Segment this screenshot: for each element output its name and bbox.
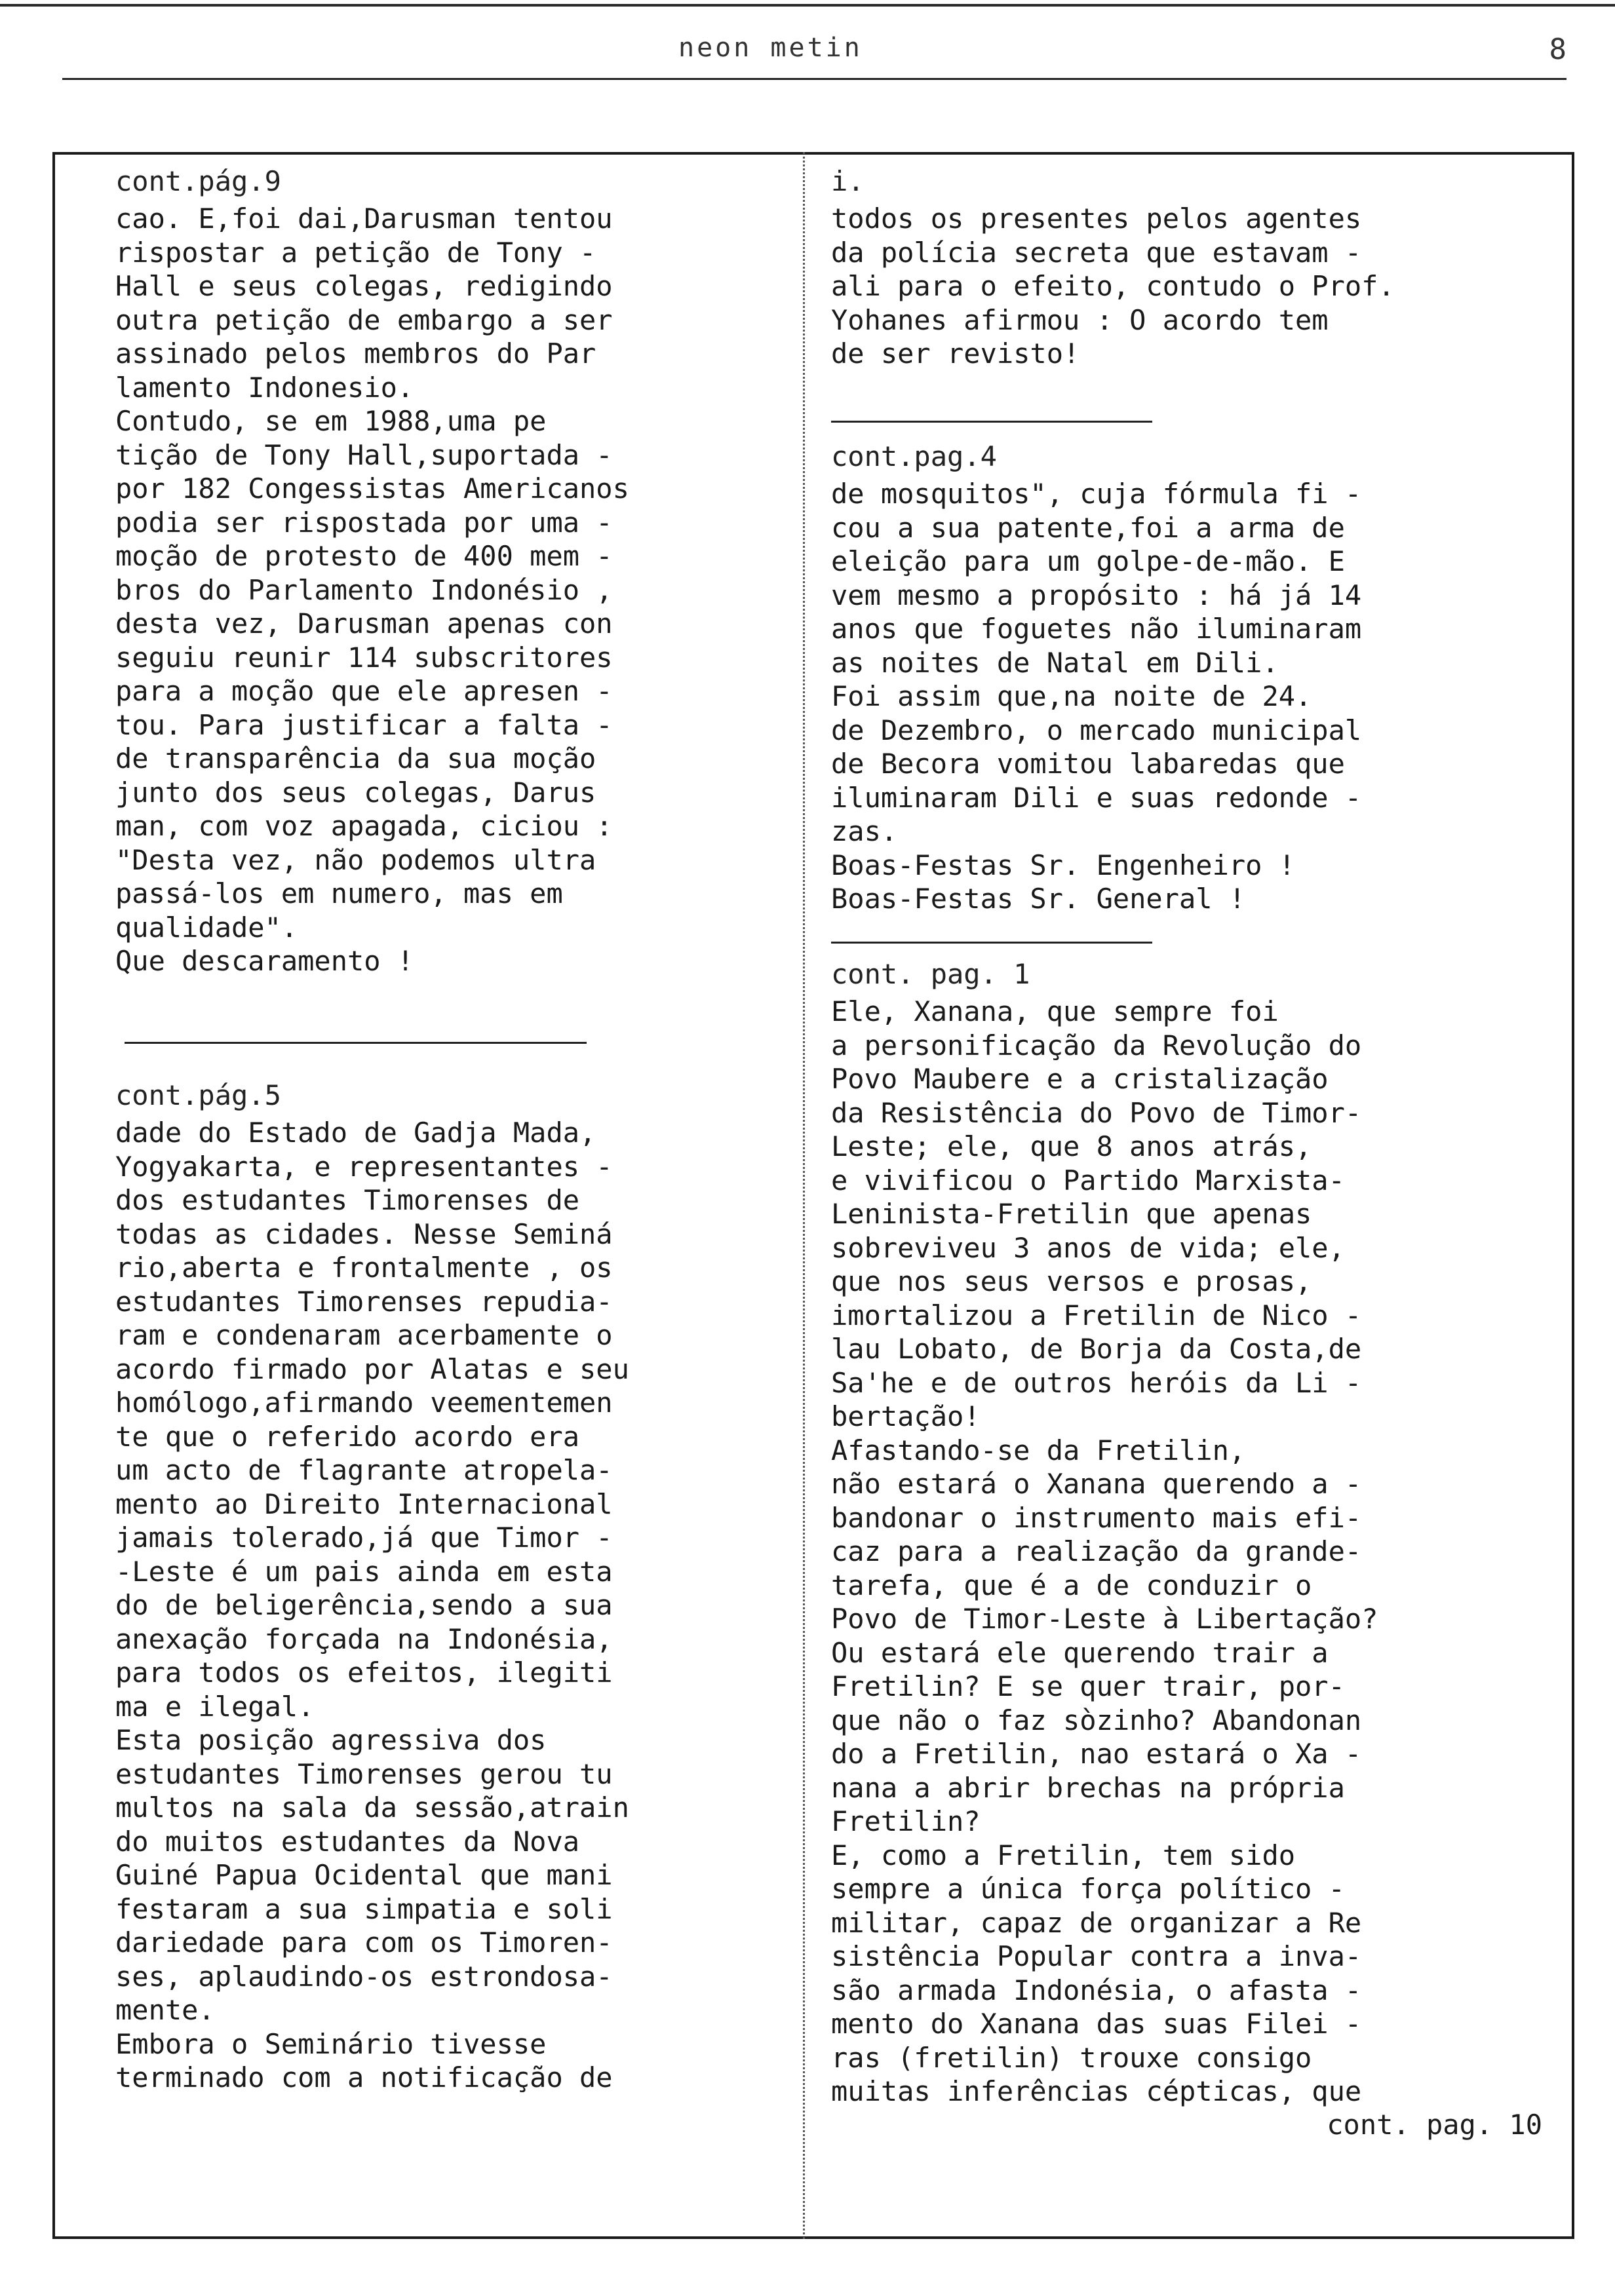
article-text: todos os presentes pelos agentes da polícia secreta que estavam - ali para o efeito, contudo o Prof. Yohanes afirmou : O acordo tem de ser revisto!: [831, 202, 1395, 370]
continuation-reference: i.: [831, 165, 865, 197]
continuation-reference: cont. pag. 1: [831, 958, 1030, 990]
page-header: [62, 26, 1566, 80]
article-continued-from-page-5: [115, 1078, 784, 2095]
top-edge-rule: [0, 4, 1615, 7]
page-number: 8: [1549, 33, 1566, 66]
section-divider: [125, 1042, 587, 1044]
article-text: cao. E,foi dai,Darusman tentou rispostar a petição de Tony - Hall e seus colegas, redigindo outra petição de embargo a ser assinado pelos membros do Par lamento Indonesio. Contudo, se em 1988,uma pe tição de Tony Hall,suportada - por 182 Congessistas Americanos podia ser rispostada por uma - moção de protesto de 400 mem - bros do Parlamento Indonésio , desta vez, Darusman apenas con seguiu reunir 114 subscritores para a moção que ele apresen - tou. Para justificar a falta - de transparência da sua moção junto dos seus colegas, Darus man, com voz apagada, ciciou : "Desta vez, não podemos ultra passá-los em numero, mas em qualidade". Que descaramento !: [115, 202, 629, 977]
continued-on-reference: cont. pag. 10: [1327, 2108, 1542, 2141]
header-rule: [62, 78, 1566, 80]
column-divider: [803, 152, 806, 2239]
article-continuation-top: [831, 164, 1542, 371]
continuation-reference: cont.pág.9: [115, 165, 281, 197]
section-divider: [831, 421, 1152, 423]
article-text: de mosquitos", cuja fórmula fi - cou a sua patente,foi a arma de eleição para um golpe-de-mão. E vem mesmo a propósito : há já 14 anos que foguetes não iluminaram as noites de Natal em Dili. Foi assim que,na noite de 24. de Dezembro, o mercado municipal de Becora vomitou labaredas que iluminaram Dili e suas redonde - zas. Boas-Festas Sr. Engenheiro ! Boas-Festas Sr. General !: [831, 478, 1362, 915]
article-continued-from-page-4: [831, 439, 1542, 916]
continuation-reference: cont.pag.4: [831, 440, 997, 472]
article-continued-from-page-1: [831, 957, 1542, 2141]
section-divider: [831, 942, 1152, 944]
article-text: dade do Estado de Gadja Mada, Yogyakarta, e representantes - dos estudantes Timorenses de todas as cidades. Nesse Seminá rio,aberta e frontalmente , os estudantes Timorenses repudia- ram e condenaram acerbamente o acordo firmado por Alatas e seu homólogo,afirmando veementemen te que o referido acordo era um acto de flagrante atropela- mento ao Direito Internacional jamais tolerado,já que Timor - -Leste é um pais ainda em esta do de beligerência,sendo a sua anexação forçada na Indonésia, para todos os efeitos, ilegiti ma e ilegal. Esta posição agressiva dos estudantes Timorenses gerou tu multos na sala da sessão,atrain do muitos estudantes da Nova Guiné Papua Ocidental que mani festaram a sua simpatia e soli dariedade para com os Timoren- ses, aplaudindo-os estrondosa- mente. Embora o Seminário tivesse terminado com a notificação de: [115, 1117, 629, 2094]
article-text: Ele, Xanana, que sempre foi a personificação da Revolução do Povo Maubere e a cristalização da Resistência do Povo de Timor- Leste; ele, que 8 anos atrás, e vivificou o Partido Marxista- Leninista-Fretilin que apenas sobreviveu 3 anos de vida; ele, que nos seus versos e prosas, imortalizou a Fretilin de Nico - lau Lobato, de Borja da Costa,de Sa'he e de outros heróis da Li - bertação! Afastando-se da Fretilin, não estará o Xanana querendo a - bandonar o instrumento mais efi- caz para a realização da grande- tarefa, que é a de conduzir o Povo de Timor-Leste à Libertação? Ou estará ele querendo trair a Fretilin? E se quer trair, por- que não o faz sòzinho? Abandonan do a Fretilin, nao estará o Xa - nana a abrir brechas na própria Fretilin? E, como a Fretilin, tem sido sempre a única força político - militar, capaz de organizar a Re sistência Popular contra a inva- são armada Indonésia, o afasta - mento do Xanana das suas Filei - ras (fretilin) trouxe consigo muitas inferências cépticas, que: [831, 995, 1378, 2107]
continuation-reference: cont.pág.5: [115, 1079, 281, 1111]
newsletter-title: neon metin: [678, 33, 863, 63]
article-continued-from-page-9: [115, 164, 784, 978]
